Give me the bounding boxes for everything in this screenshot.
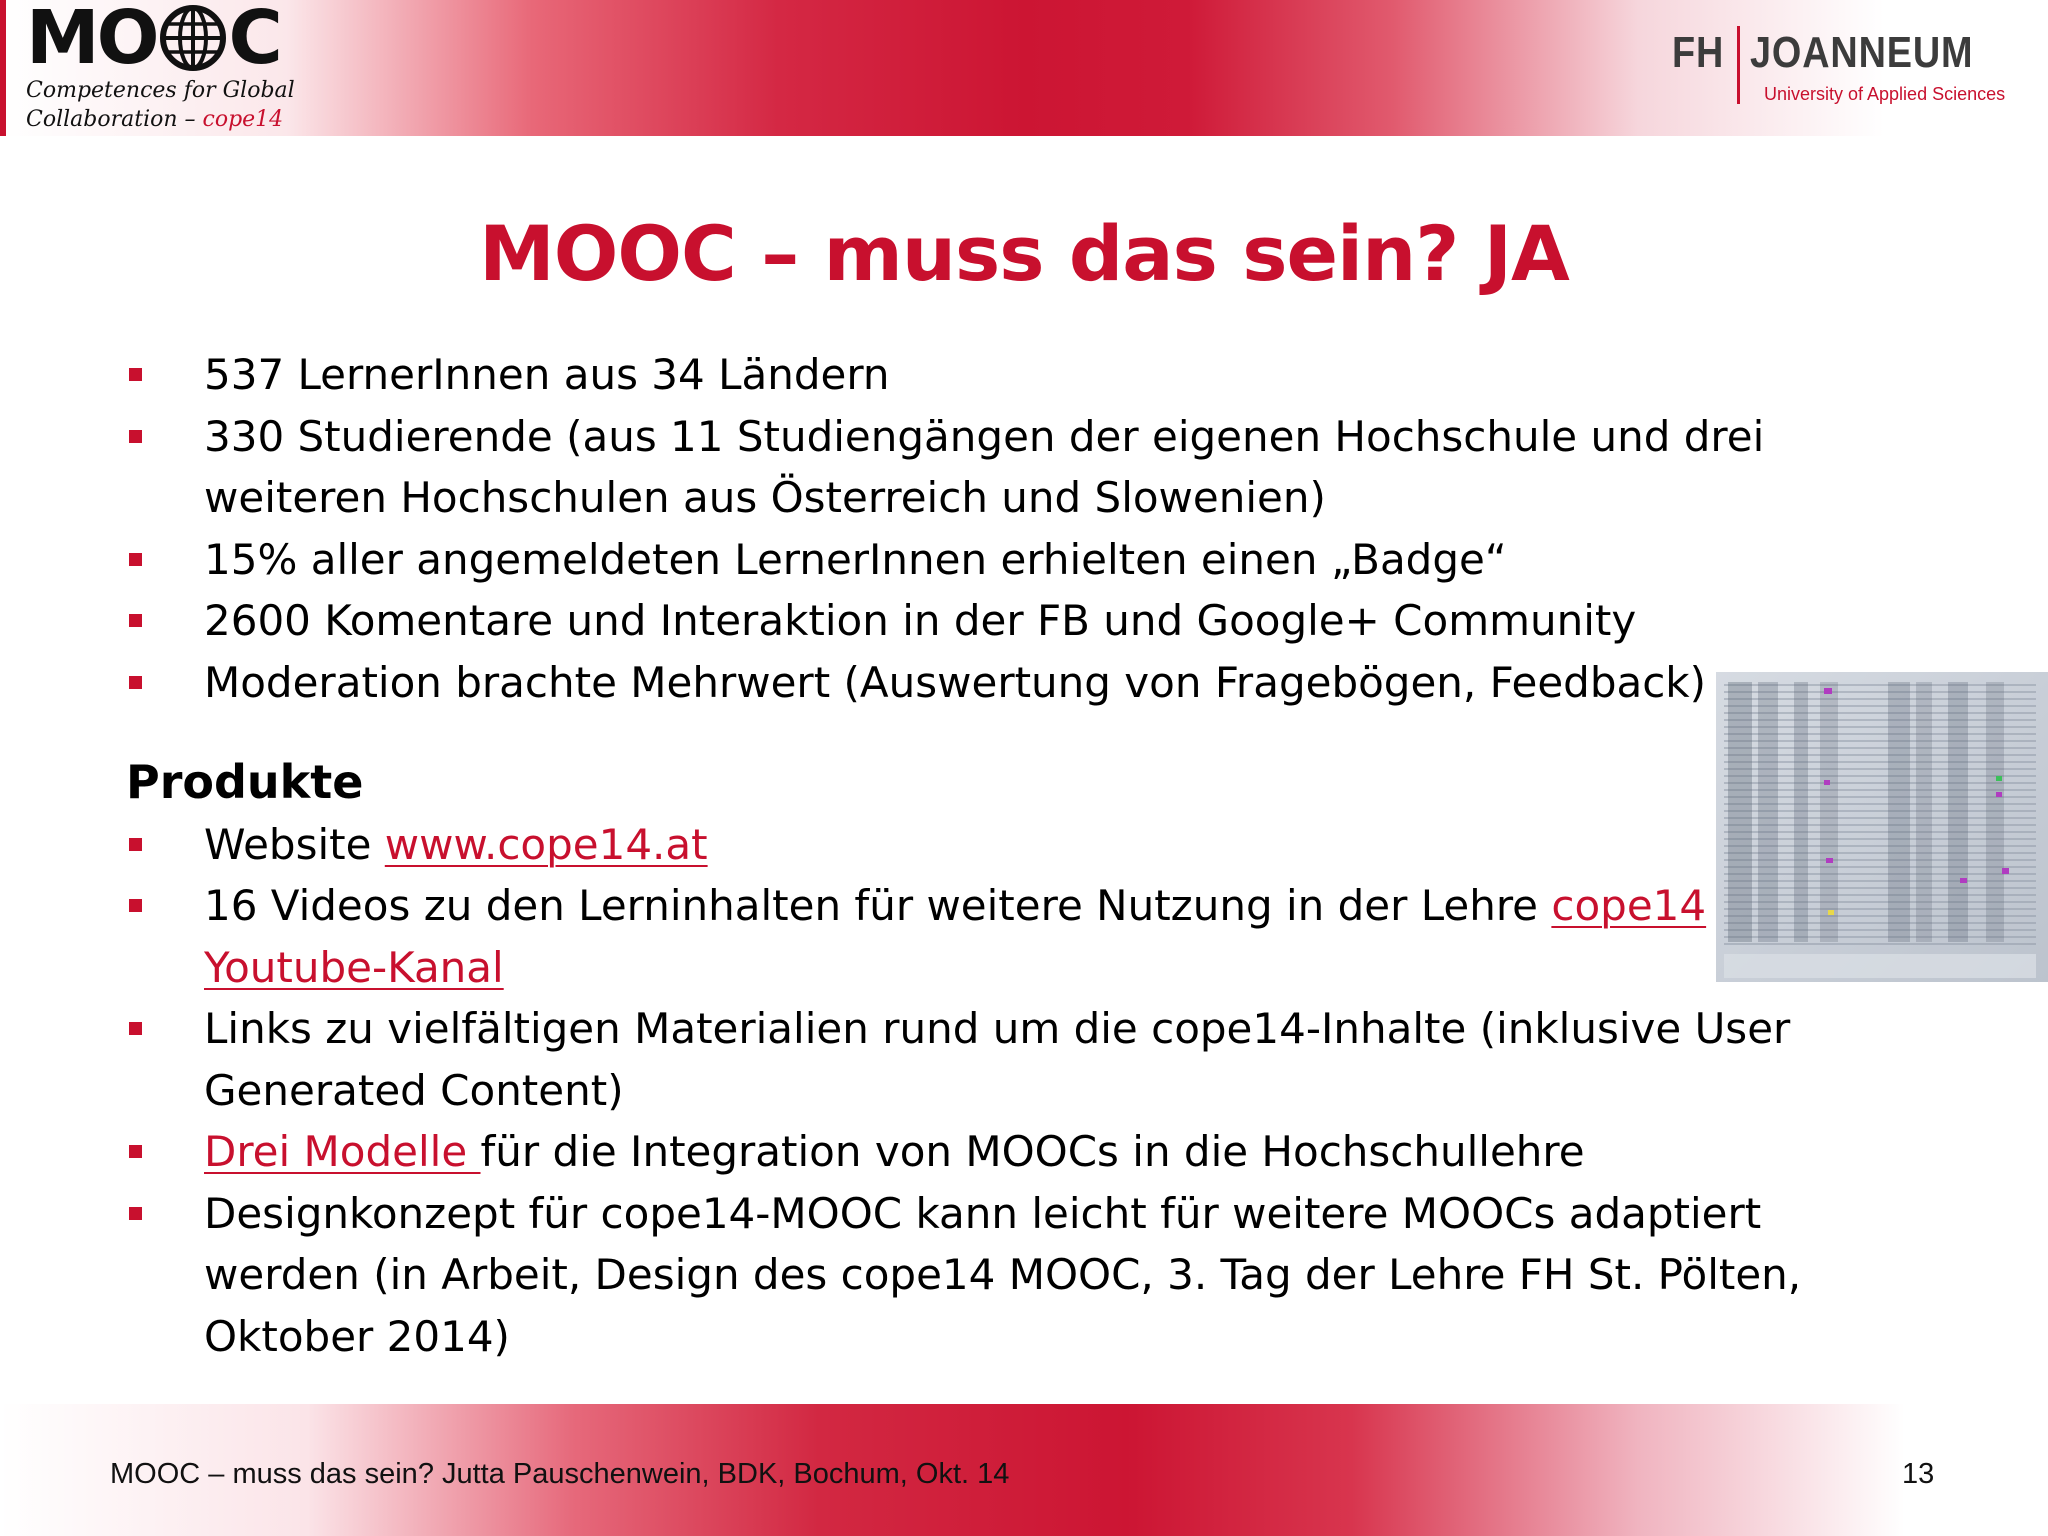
mooc-logo — [26, 2, 316, 134]
product-item-website — [126, 814, 1826, 876]
square-bullet-icon — [129, 1145, 142, 1158]
square-bullet-icon — [129, 430, 142, 443]
fh-logo-wordmark — [1672, 26, 2022, 80]
square-bullet-icon — [129, 1207, 142, 1220]
mooc-word-right: C — [228, 0, 280, 81]
square-bullet-icon — [129, 838, 142, 851]
mooc-tagline-prefix: Collaboration – — [26, 107, 203, 132]
stats-list — [126, 344, 1826, 713]
fh-logo-left: FH — [1672, 28, 1725, 77]
product-line — [204, 1121, 1826, 1183]
product-text: Website — [204, 819, 385, 869]
stat-line: 15% aller angemeldeten LernerInnen erhielten einen „Badge“ — [204, 534, 1507, 584]
stat-item — [126, 406, 1826, 529]
stat-line: 330 Studierende (aus 11 Studiengängen der eigenen Hochschule und drei — [204, 411, 1765, 461]
product-text: 16 Videos zu den Lerninhalten für weitere Nutzung in der Lehre — [204, 881, 1552, 930]
product-item-models — [126, 1121, 1826, 1183]
fh-joanneum-logo — [1672, 26, 2022, 110]
slide-body — [126, 344, 1826, 1367]
products-heading: Produkte — [126, 755, 364, 809]
stat-item — [126, 529, 1826, 591]
square-bullet-icon — [129, 1022, 142, 1035]
square-bullet-icon — [129, 676, 142, 689]
slide-title: MOOC – muss das sein? JA — [479, 209, 1569, 298]
attendance-sheet-photo — [1716, 672, 2048, 982]
youtube-channel-link[interactable]: cope14 — [1551, 881, 1707, 930]
product-line — [204, 875, 1826, 937]
mooc-word-left: MO — [26, 0, 157, 81]
product-line — [204, 937, 1826, 999]
mooc-tagline-line2 — [26, 105, 316, 134]
globe-icon — [159, 4, 227, 72]
product-item-links — [126, 998, 1826, 1121]
square-bullet-icon — [129, 368, 142, 381]
mooc-tagline — [26, 76, 316, 134]
product-line — [204, 814, 1826, 876]
product-text: für die Integration von MOOCs in die Hochschullehre — [480, 1127, 1585, 1176]
product-item-design — [126, 1183, 1826, 1368]
fh-logo-right: JOANNEUM — [1749, 28, 1974, 77]
stat-line: Moderation brachte Mehrwert (Auswertung von Fragebögen, Feedback) — [204, 657, 1707, 707]
square-bullet-icon — [129, 899, 142, 912]
stat-line: weiteren Hochschulen aus Österreich und Slowenien) — [204, 473, 1326, 522]
youtube-channel-link-cont[interactable]: Youtube-Kanal — [204, 942, 504, 992]
fh-logo-subtitle-row — [1764, 84, 2005, 105]
mooc-wordmark — [26, 0, 316, 81]
product-line: Oktober 2014) — [204, 1311, 510, 1361]
product-line: Links zu vielfältigen Materialien rund um die cope14-Inhalte (inklusive User — [204, 1004, 1791, 1053]
page-number: 13 — [1902, 1458, 1935, 1490]
mooc-tagline-accent: cope14 — [202, 107, 284, 132]
stat-item — [126, 590, 1826, 652]
drei-modelle-link[interactable]: Drei Modelle — [204, 1127, 481, 1176]
products-list — [126, 814, 1826, 1368]
product-line: Generated Content) — [204, 1065, 624, 1115]
stat-item — [126, 652, 1826, 714]
square-bullet-icon — [129, 614, 142, 627]
product-line: Designkonzept für cope14-MOOC kann leicht für weitere MOOCs adaptiert — [204, 1188, 1762, 1238]
header-red-edge — [0, 0, 6, 136]
mooc-tagline-line1: Competences for Global — [26, 78, 295, 103]
square-bullet-icon — [129, 553, 142, 566]
fh-logo-subtitle: University of Applied Sciences — [1764, 84, 2006, 104]
stat-line: 2600 Komentare und Interaktion in der FB und Google+ Community — [204, 596, 1637, 645]
fh-logo-divider — [1737, 26, 1740, 104]
product-line: werden (in Arbeit, Design des cope14 MOOC, 3. Tag der Lehre FH St. Pölten, — [204, 1250, 1802, 1299]
stat-item — [126, 344, 1826, 406]
website-link[interactable]: www.cope14.at — [384, 819, 708, 869]
footer-text: MOOC – muss das sein? Jutta Pauschenwein, BDK, Bochum, Okt. 14 — [110, 1458, 1010, 1490]
stat-line: 537 LernerInnen aus 34 Ländern — [204, 350, 890, 399]
product-item-videos — [126, 875, 1826, 998]
